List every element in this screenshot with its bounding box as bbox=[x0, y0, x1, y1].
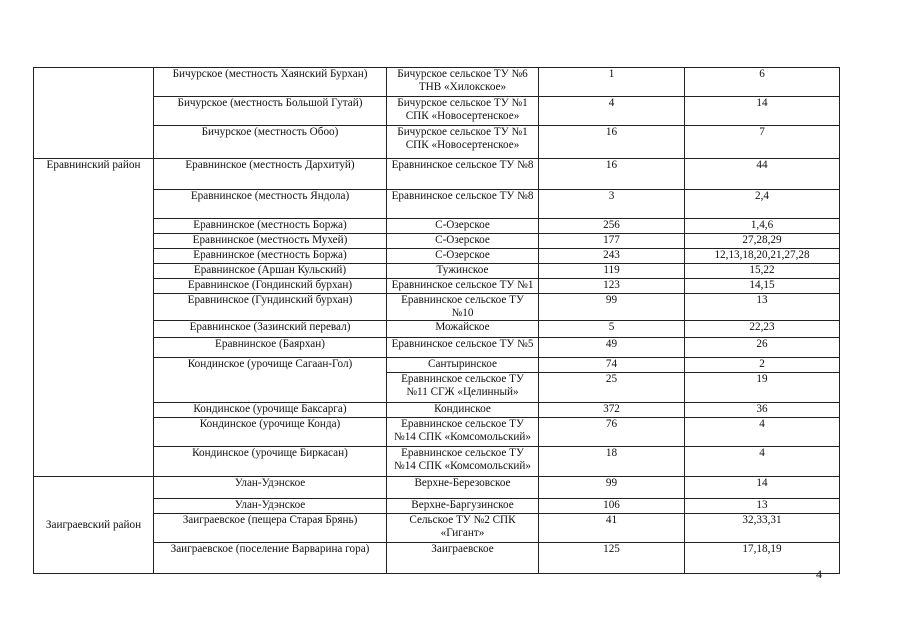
district-cell: Еравнинский район bbox=[34, 159, 154, 477]
count-cell: 1 bbox=[539, 68, 685, 97]
count-cell: 123 bbox=[539, 279, 685, 294]
user-cell: Еравнинское сельское ТУ №8 bbox=[387, 190, 539, 219]
locality-cell: Еравнинское (местность Боржа) bbox=[154, 249, 387, 264]
sections-cell: 4 bbox=[685, 418, 840, 447]
table-row bbox=[34, 321, 840, 338]
count-cell: 76 bbox=[539, 418, 685, 447]
sections-cell: 13 bbox=[685, 294, 840, 321]
count-cell: 99 bbox=[539, 294, 685, 321]
locality-cell: Еравнинское (Зазинский перевал) bbox=[154, 321, 387, 338]
sections-cell: 15,22 bbox=[685, 264, 840, 279]
locality-cell: Еравнинское (Гондинский бурхан) bbox=[154, 279, 387, 294]
table-row bbox=[34, 234, 840, 249]
locality-cell: Еравнинское (местность Яндола) bbox=[154, 190, 387, 219]
user-cell: Еравнинское сельское ТУ №14 СПК «Комсомольский» bbox=[387, 447, 539, 477]
locality-cell: Кондинское (урочище Биркасан) bbox=[154, 447, 387, 477]
count-cell: 372 bbox=[539, 403, 685, 418]
user-cell: Бичурское сельское ТУ №6 ТНВ «Хилокское» bbox=[387, 68, 539, 97]
count-cell: 119 bbox=[539, 264, 685, 279]
count-cell: 18 bbox=[539, 447, 685, 477]
table-row bbox=[34, 68, 840, 97]
count-cell: 49 bbox=[539, 338, 685, 358]
count-cell: 16 bbox=[539, 159, 685, 190]
user-cell: С-Озерское bbox=[387, 249, 539, 264]
locality-cell: Еравнинское (Гундинский бурхан) bbox=[154, 294, 387, 321]
count-cell: 243 bbox=[539, 249, 685, 264]
user-cell: Бичурское сельское ТУ №1 СПК «Новосертенское» bbox=[387, 97, 539, 126]
sections-cell: 32,33,31 bbox=[685, 514, 840, 543]
table-row bbox=[34, 477, 840, 499]
sections-cell: 36 bbox=[685, 403, 840, 418]
count-cell: 177 bbox=[539, 234, 685, 249]
locality-cell: Кондинское (урочище Баксарга) bbox=[154, 403, 387, 418]
user-cell: Еравнинское сельское ТУ №10 bbox=[387, 294, 539, 321]
table-row bbox=[34, 126, 840, 159]
district-cell: Заиграевский район bbox=[34, 477, 154, 574]
sections-cell: 7 bbox=[685, 126, 840, 159]
table-row bbox=[34, 264, 840, 279]
count-cell: 106 bbox=[539, 499, 685, 514]
count-cell: 125 bbox=[539, 543, 685, 574]
locality-cell: Еравнинское (местность Дархитуй) bbox=[154, 159, 387, 190]
user-cell: Еравнинское сельское ТУ №1 bbox=[387, 279, 539, 294]
user-cell: Кондинское bbox=[387, 403, 539, 418]
locality-cell: Улан-Удэнское bbox=[154, 499, 387, 514]
locality-cell: Еравнинское (местность Боржа) bbox=[154, 219, 387, 234]
table-row bbox=[34, 159, 840, 190]
locality-cell: Кондинское (урочище Сагаан-Гол) bbox=[154, 358, 387, 403]
table-row bbox=[34, 338, 840, 358]
count-cell: 3 bbox=[539, 190, 685, 219]
locality-cell: Заиграевское (поселение Варварина гора) bbox=[154, 543, 387, 574]
table-row bbox=[34, 447, 840, 477]
count-cell: 256 bbox=[539, 219, 685, 234]
table-row bbox=[34, 190, 840, 219]
sections-cell: 26 bbox=[685, 338, 840, 358]
user-cell: Тужинское bbox=[387, 264, 539, 279]
sections-cell: 14 bbox=[685, 477, 840, 499]
locality-cell: Улан-Удэнское bbox=[154, 477, 387, 499]
user-cell: С-Озерское bbox=[387, 234, 539, 249]
table-row bbox=[34, 358, 840, 373]
sections-cell: 14,15 bbox=[685, 279, 840, 294]
table-row bbox=[34, 499, 840, 514]
sections-cell: 27,28,29 bbox=[685, 234, 840, 249]
count-cell: 74 bbox=[539, 358, 685, 373]
sections-cell: 2 bbox=[685, 358, 840, 373]
sections-cell: 19 bbox=[685, 373, 840, 403]
user-cell: Еравнинское сельское ТУ №14 СПК «Комсомольский» bbox=[387, 418, 539, 447]
sections-cell: 22,23 bbox=[685, 321, 840, 338]
sections-cell: 4 bbox=[685, 447, 840, 477]
table-row bbox=[34, 294, 840, 321]
count-cell: 99 bbox=[539, 477, 685, 499]
sections-cell: 17,18,19 bbox=[685, 543, 840, 574]
user-cell: С-Озерское bbox=[387, 219, 539, 234]
user-cell: Верхне-Баргузинское bbox=[387, 499, 539, 514]
user-cell: Еравнинское сельское ТУ №8 bbox=[387, 159, 539, 190]
sections-cell: 13 bbox=[685, 499, 840, 514]
page-number: 4 bbox=[816, 567, 822, 581]
table-row bbox=[34, 279, 840, 294]
locality-cell: Еравнинское (Аршан Кульский) bbox=[154, 264, 387, 279]
locality-cell: Бичурское (местность Обоо) bbox=[154, 126, 387, 159]
user-cell: Можайское bbox=[387, 321, 539, 338]
sections-cell: 2,4 bbox=[685, 190, 840, 219]
locality-cell: Заиграевское (пещера Старая Брянь) bbox=[154, 514, 387, 543]
count-cell: 41 bbox=[539, 514, 685, 543]
locality-cell: Бичурское (местность Большой Гутай) bbox=[154, 97, 387, 126]
locality-cell: Бичурское (местность Хаянский Бурхан) bbox=[154, 68, 387, 97]
count-cell: 5 bbox=[539, 321, 685, 338]
sections-cell: 12,13,18,20,21,27,28 bbox=[685, 249, 840, 264]
locality-cell: Еравнинское (Баярхан) bbox=[154, 338, 387, 358]
sections-cell: 6 bbox=[685, 68, 840, 97]
table-row bbox=[34, 97, 840, 126]
locality-cell: Еравнинское (местность Мухей) bbox=[154, 234, 387, 249]
table-row bbox=[34, 418, 840, 447]
locality-cell: Кондинское (урочище Конда) bbox=[154, 418, 387, 447]
table-row bbox=[34, 249, 840, 264]
user-cell: Заиграевское bbox=[387, 543, 539, 574]
data-table bbox=[33, 67, 840, 574]
sections-cell: 1,4,6 bbox=[685, 219, 840, 234]
table-row bbox=[34, 403, 840, 418]
user-cell: Сельское ТУ №2 СПК «Гигант» bbox=[387, 514, 539, 543]
user-cell: Еравнинское сельское ТУ №11 СГЖ «Целинный» bbox=[387, 373, 539, 403]
count-cell: 16 bbox=[539, 126, 685, 159]
sections-cell: 14 bbox=[685, 97, 840, 126]
count-cell: 25 bbox=[539, 373, 685, 403]
user-cell: Сантыринское bbox=[387, 358, 539, 373]
district-cell bbox=[34, 68, 154, 159]
count-cell: 4 bbox=[539, 97, 685, 126]
table-row bbox=[34, 514, 840, 543]
table-row bbox=[34, 543, 840, 574]
user-cell: Бичурское сельское ТУ №1 СПК «Новосертенское» bbox=[387, 126, 539, 159]
sections-cell: 44 bbox=[685, 159, 840, 190]
user-cell: Еравнинское сельское ТУ №5 bbox=[387, 338, 539, 358]
user-cell: Верхне-Березовское bbox=[387, 477, 539, 499]
table-row bbox=[34, 219, 840, 234]
